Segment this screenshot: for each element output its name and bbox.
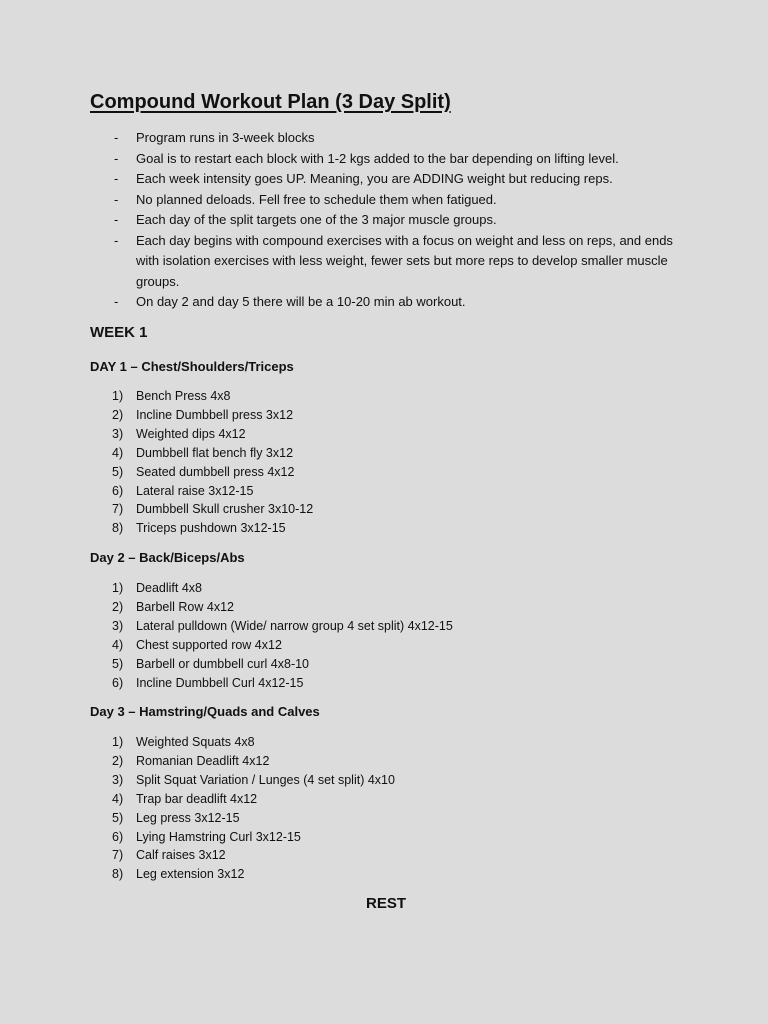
- list-item: [112, 636, 453, 655]
- item-number: 7): [112, 848, 124, 863]
- item-number: 1): [112, 735, 124, 749]
- bullet-text: Each day begins with compound exercises with a focus on weight and less on reps, and ends with isolation exercises with less weight, fewer sets but more reps to develop smaller muscle groups.: [136, 232, 673, 289]
- bullet-text: Each week intensity goes UP. Meaning, you are ADDING weight but reducing reps.: [136, 171, 613, 186]
- list-item: [112, 752, 395, 771]
- exercise-text: Lateral raise 3x12-15: [136, 483, 254, 498]
- list-item: [114, 190, 684, 211]
- item-number: 6): [112, 483, 124, 498]
- list-item: [112, 598, 453, 617]
- bullet-text: On day 2 and day 5 there will be a 10-20 min ab workout.: [136, 294, 466, 309]
- list-item: [114, 128, 684, 149]
- item-number: 6): [112, 829, 124, 844]
- exercise-text: Dumbbell Skull crusher 3x10-12: [136, 502, 314, 517]
- exercise-text: Lateral pulldown (Wide/ narrow group 4 set split) 4x12-15: [136, 618, 453, 633]
- item-number: 2): [112, 407, 124, 422]
- list-item: [112, 674, 453, 693]
- list-item: [112, 500, 313, 519]
- day-1-exercise-list: [112, 387, 313, 538]
- exercise-text: Leg extension 3x12: [136, 867, 245, 882]
- bullet-dash: -: [114, 232, 119, 248]
- list-item: [112, 463, 313, 482]
- list-item: [112, 482, 313, 501]
- list-item: [112, 425, 313, 444]
- list-item: [112, 387, 313, 406]
- exercise-text: Bench Press 4x8: [136, 389, 231, 403]
- exercise-text: Seated dumbbell press 4x12: [136, 464, 295, 479]
- list-item: [114, 169, 684, 190]
- week-heading: WEEK 1: [90, 324, 148, 341]
- item-number: 3): [112, 618, 124, 633]
- bullet-dash: -: [114, 150, 119, 166]
- item-number: 4): [112, 445, 124, 460]
- item-number: 1): [112, 581, 124, 595]
- list-item: [112, 655, 453, 674]
- item-number: 3): [112, 426, 124, 441]
- item-number: 4): [112, 637, 124, 652]
- bullet-text: No planned deloads. Fell free to schedule them when fatigued.: [136, 191, 497, 207]
- list-item: [112, 406, 313, 425]
- exercise-text: Triceps pushdown 3x12-15: [136, 521, 286, 536]
- exercise-text: Incline Dumbbell press 3x12: [136, 407, 294, 422]
- exercise-text: Leg press 3x12-15: [136, 810, 240, 825]
- item-number: 6): [112, 675, 124, 690]
- item-number: 4): [112, 791, 124, 806]
- list-item: [112, 809, 395, 828]
- list-item: [112, 444, 313, 463]
- list-item: [114, 231, 684, 293]
- list-item: [112, 579, 453, 598]
- exercise-text: Barbell or dumbbell curl 4x8-10: [136, 656, 310, 671]
- item-number: 5): [112, 810, 124, 825]
- day-1-heading: DAY 1 – Chest/Shoulders/Triceps: [90, 359, 294, 374]
- bullet-dash: -: [114, 212, 119, 227]
- day-2-exercise-list: [112, 579, 453, 692]
- item-number: 2): [112, 599, 124, 614]
- program-notes-list: [114, 128, 684, 313]
- list-item: [112, 846, 395, 865]
- bullet-text: Goal is to restart each block with 1-2 kgs added to the bar depending on lifting level.: [136, 150, 619, 166]
- rest-label: REST: [366, 895, 407, 912]
- exercise-text: Calf raises 3x12: [136, 848, 226, 863]
- item-number: 5): [112, 464, 124, 479]
- list-item: [112, 617, 453, 636]
- item-number: 1): [112, 389, 124, 403]
- list-item: [114, 210, 684, 231]
- exercise-text: Lying Hamstring Curl 3x12-15: [136, 829, 301, 844]
- item-number: 2): [112, 753, 124, 768]
- day-2-heading: Day 2 – Back/Biceps/Abs: [90, 550, 245, 565]
- exercise-text: Dumbbell flat bench fly 3x12: [136, 445, 294, 460]
- list-item: [112, 771, 395, 790]
- exercise-text: Romanian Deadlift 4x12: [136, 753, 270, 768]
- page-title: Compound Workout Plan (3 Day Split): [90, 91, 451, 113]
- list-item: [114, 292, 684, 313]
- bullet-dash: -: [114, 171, 119, 186]
- day-3-heading: Day 3 – Hamstring/Quads and Calves: [90, 704, 320, 719]
- bullet-dash: -: [114, 130, 119, 145]
- exercise-text: Weighted Squats 4x8: [136, 735, 255, 749]
- bullet-dash: -: [114, 191, 119, 207]
- list-item: [112, 733, 395, 752]
- item-number: 3): [112, 772, 124, 787]
- item-number: 7): [112, 502, 124, 517]
- exercise-text: Deadlift 4x8: [136, 581, 203, 595]
- exercise-text: Weighted dips 4x12: [136, 426, 246, 441]
- item-number: 8): [112, 521, 124, 536]
- list-item: [112, 865, 395, 884]
- list-item: [112, 828, 395, 847]
- exercise-text: Trap bar deadlift 4x12: [136, 791, 258, 806]
- bullet-text: Each day of the split targets one of the 3 major muscle groups.: [136, 212, 497, 227]
- bullet-text: Program runs in 3-week blocks: [136, 130, 315, 145]
- bullet-dash: -: [114, 294, 119, 309]
- day-3-exercise-list: [112, 733, 395, 884]
- exercise-text: Barbell Row 4x12: [136, 599, 234, 614]
- item-number: 5): [112, 656, 124, 671]
- exercise-text: Incline Dumbbell Curl 4x12-15: [136, 675, 304, 690]
- exercise-text: Split Squat Variation / Lunges (4 set split) 4x10: [136, 772, 395, 787]
- exercise-text: Chest supported row 4x12: [136, 637, 282, 652]
- item-number: 8): [112, 867, 124, 882]
- list-item: [112, 790, 395, 809]
- list-item: [112, 519, 313, 538]
- list-item: [114, 149, 684, 170]
